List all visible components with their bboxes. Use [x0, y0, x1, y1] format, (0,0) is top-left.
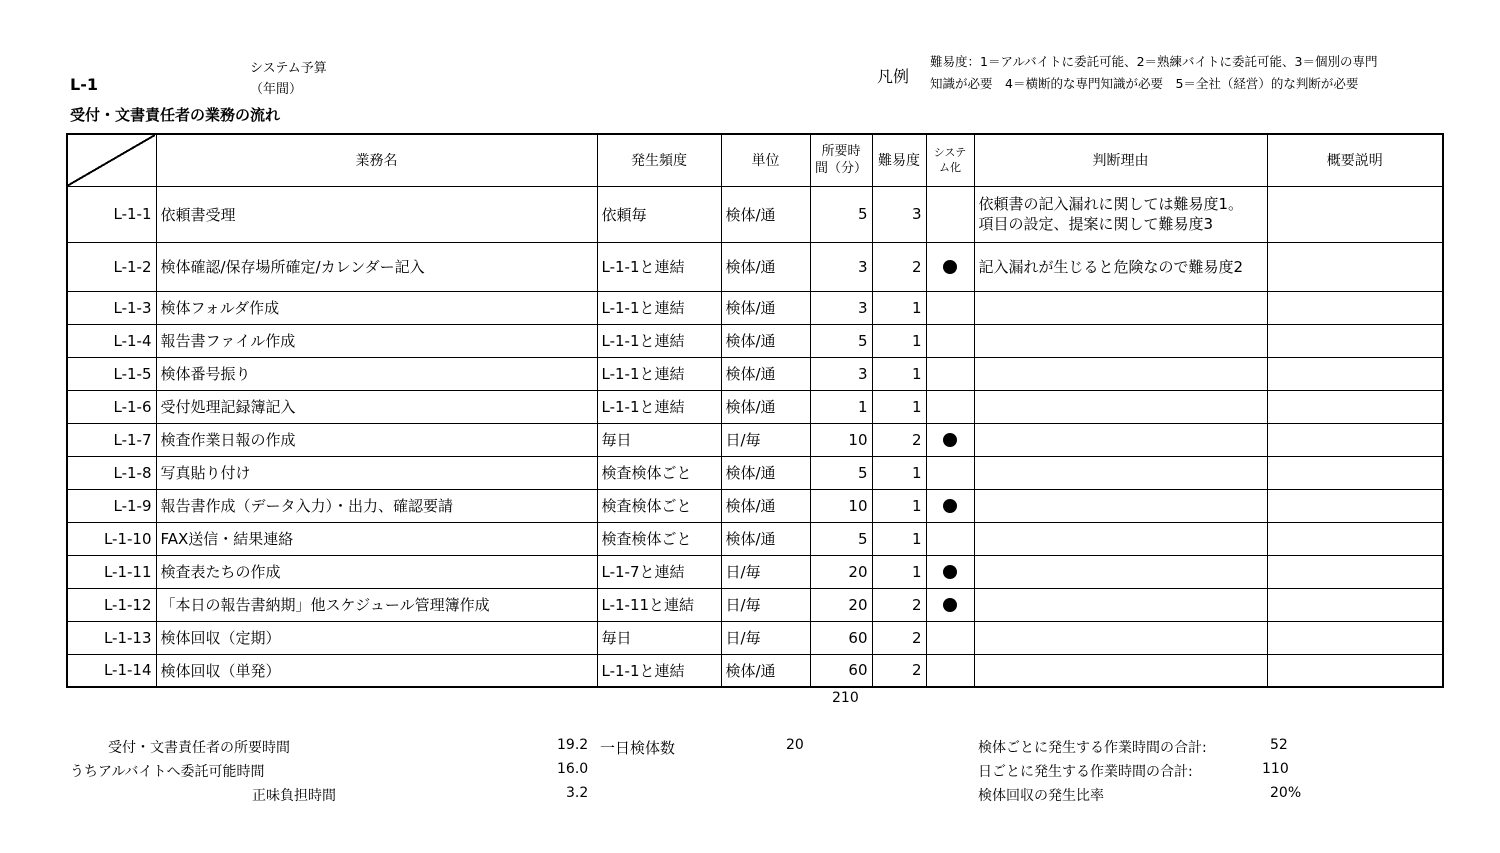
task-summary [1267, 390, 1443, 423]
task-difficulty: 1 [872, 456, 926, 489]
task-name: 報告書ファイル作成 [156, 324, 597, 357]
task-difficulty: 1 [872, 522, 926, 555]
task-reason [974, 423, 1267, 456]
task-frequency: 検査検体ごと [597, 456, 721, 489]
task-summary [1267, 621, 1443, 654]
task-difficulty: 1 [872, 357, 926, 390]
task-summary [1267, 242, 1443, 291]
system-dot-icon [943, 433, 957, 447]
task-summary [1267, 456, 1443, 489]
task-difficulty: 2 [872, 423, 926, 456]
task-time: 1 [810, 390, 872, 423]
reason-line-1: 依頼書の記入漏れに関しては難易度1。 [978, 195, 1244, 213]
header-summary: 概要説明 [1267, 134, 1443, 186]
system-dot-icon [943, 598, 957, 612]
task-summary [1267, 324, 1443, 357]
table-row [67, 390, 1443, 423]
table-row [67, 291, 1443, 324]
header-unit: 単位 [721, 134, 810, 186]
task-time: 10 [810, 489, 872, 522]
system-cell [926, 324, 974, 357]
per-sample-label: 検体ごとに発生する作業時間の合計: [978, 740, 1207, 756]
task-reason [974, 555, 1267, 588]
page-title: 受付・文書責任者の業務の流れ [70, 106, 281, 124]
header-system [926, 134, 974, 186]
task-difficulty: 2 [872, 654, 926, 687]
task-frequency: L-1-1と連結 [597, 654, 721, 687]
header-time [810, 134, 872, 186]
table-row [67, 555, 1443, 588]
system-dot-icon [943, 565, 957, 579]
task-unit: 検体/通 [721, 654, 810, 687]
task-difficulty: 2 [872, 242, 926, 291]
task-name: 写真貼り付け [156, 456, 597, 489]
task-time: 3 [810, 357, 872, 390]
task-difficulty: 1 [872, 555, 926, 588]
table-row [67, 242, 1443, 291]
task-unit: 日/毎 [721, 621, 810, 654]
task-difficulty: 1 [872, 489, 926, 522]
reason-line-2: 項目の設定、提案に関して難易度3 [978, 215, 1214, 233]
table-row [67, 522, 1443, 555]
task-frequency: 毎日 [597, 621, 721, 654]
header-time-line1: 所要時 [821, 144, 861, 160]
task-difficulty: 1 [872, 390, 926, 423]
per-day-label: 日ごとに発生する作業時間の合計: [978, 764, 1193, 780]
task-reason [974, 390, 1267, 423]
task-frequency: L-1-1と連結 [597, 324, 721, 357]
task-time: 10 [810, 423, 872, 456]
system-dot-icon [943, 499, 957, 513]
task-time: 5 [810, 186, 872, 242]
net-burden-label: 正味負担時間 [252, 788, 336, 804]
task-time: 3 [810, 291, 872, 324]
task-unit: 日/毎 [721, 555, 810, 588]
task-unit: 検体/通 [721, 489, 810, 522]
task-frequency: L-1-7と連結 [597, 555, 721, 588]
budget-period: （年間） [250, 82, 303, 97]
task-time: 60 [810, 621, 872, 654]
task-time: 3 [810, 242, 872, 291]
task-id: L-1-1 [67, 186, 156, 242]
required-time-value: 19.2 [557, 737, 589, 753]
task-time: 5 [810, 324, 872, 357]
delegable-value: 16.0 [557, 761, 589, 777]
legend-line-2: 知識が必要 4＝横断的な専門知識が必要 5＝全社（経営）的な判断が必要 [930, 76, 1359, 91]
task-unit: 検体/通 [721, 324, 810, 357]
task-summary [1267, 357, 1443, 390]
task-frequency: L-1-1と連結 [597, 291, 721, 324]
table-row [67, 186, 1443, 242]
system-cell [926, 291, 974, 324]
task-unit: 検体/通 [721, 456, 810, 489]
task-frequency: L-1-11と連結 [597, 588, 721, 621]
task-reason [974, 489, 1267, 522]
total-time: 210 [832, 690, 859, 706]
task-name: 検体回収（定期） [156, 621, 597, 654]
task-reason [974, 324, 1267, 357]
task-difficulty: 3 [872, 186, 926, 242]
task-time: 20 [810, 588, 872, 621]
legend-title: 凡例 [877, 67, 910, 86]
task-summary [1267, 522, 1443, 555]
per-sample-value: 52 [1270, 737, 1288, 753]
system-cell [926, 654, 974, 687]
task-name: 依頼書受理 [156, 186, 597, 242]
reason-line-1: 記入漏れが生じると危険なので難易度2 [978, 257, 1244, 276]
task-name: 検体確認/保存場所確定/カレンダー記入 [156, 242, 597, 291]
corner-diagonal-cell [67, 134, 156, 186]
system-cell [926, 357, 974, 390]
system-dot-icon [943, 260, 957, 274]
task-name: 検査表たちの作成 [156, 555, 597, 588]
task-unit: 日/毎 [721, 588, 810, 621]
workflow-table [66, 133, 1444, 688]
required-time-label: 受付・文書責任者の所要時間 [108, 740, 290, 756]
task-frequency: 毎日 [597, 423, 721, 456]
header-system-line1: システ [933, 146, 967, 160]
system-cell [926, 489, 974, 522]
task-id: L-1-4 [67, 324, 156, 357]
task-summary [1267, 489, 1443, 522]
daily-samples-value: 20 [786, 737, 804, 753]
collection-ratio-label: 検体回収の発生比率 [978, 788, 1104, 804]
task-unit: 日/毎 [721, 423, 810, 456]
system-cell [926, 242, 974, 291]
table-row [67, 423, 1443, 456]
header-reason: 判断理由 [974, 134, 1267, 186]
task-id: L-1-9 [67, 489, 156, 522]
sheet-code: L-1 [70, 75, 98, 94]
system-cell [926, 588, 974, 621]
task-difficulty: 1 [872, 291, 926, 324]
task-summary [1267, 555, 1443, 588]
task-frequency: 依頼毎 [597, 186, 721, 242]
task-time: 20 [810, 555, 872, 588]
task-unit: 検体/通 [721, 186, 810, 242]
task-summary [1267, 423, 1443, 456]
task-reason [974, 522, 1267, 555]
task-name: 検査作業日報の作成 [156, 423, 597, 456]
task-name: FAX送信・結果連絡 [156, 522, 597, 555]
task-unit: 検体/通 [721, 390, 810, 423]
task-id: L-1-5 [67, 357, 156, 390]
task-difficulty: 2 [872, 588, 926, 621]
header-frequency: 発生頻度 [597, 134, 721, 186]
task-reason [974, 621, 1267, 654]
task-id: L-1-13 [67, 621, 156, 654]
task-reason [974, 242, 1267, 291]
task-reason [974, 456, 1267, 489]
system-cell [926, 186, 974, 242]
budget-label: システム予算 [250, 61, 327, 76]
per-day-value: 110 [1262, 761, 1289, 777]
task-name: 受付処理記録簿記入 [156, 390, 597, 423]
task-id: L-1-11 [67, 555, 156, 588]
table-row [67, 489, 1443, 522]
header-difficulty: 難易度 [872, 134, 926, 186]
table-row [67, 588, 1443, 621]
task-time: 5 [810, 522, 872, 555]
task-id: L-1-10 [67, 522, 156, 555]
system-cell [926, 390, 974, 423]
task-difficulty: 2 [872, 621, 926, 654]
task-frequency: L-1-1と連結 [597, 242, 721, 291]
system-cell [926, 522, 974, 555]
table-row [67, 456, 1443, 489]
task-reason [974, 654, 1267, 687]
system-cell [926, 555, 974, 588]
task-frequency: 検査検体ごと [597, 489, 721, 522]
task-name: 検体フォルダ作成 [156, 291, 597, 324]
task-id: L-1-7 [67, 423, 156, 456]
system-cell [926, 423, 974, 456]
net-burden-value: 3.2 [566, 785, 589, 801]
task-name: 検体回収（単発） [156, 654, 597, 687]
table-row [67, 621, 1443, 654]
task-id: L-1-3 [67, 291, 156, 324]
task-id: L-1-8 [67, 456, 156, 489]
task-unit: 検体/通 [721, 522, 810, 555]
task-time: 60 [810, 654, 872, 687]
task-name: 報告書作成（データ入力）・出力、確認要請 [156, 489, 597, 522]
system-cell [926, 621, 974, 654]
header-task: 業務名 [156, 134, 597, 186]
task-reason [974, 186, 1267, 242]
task-reason [974, 588, 1267, 621]
table-row [67, 654, 1443, 687]
task-id: L-1-2 [67, 242, 156, 291]
task-reason [974, 291, 1267, 324]
task-summary [1267, 186, 1443, 242]
task-reason [974, 357, 1267, 390]
task-summary [1267, 291, 1443, 324]
task-unit: 検体/通 [721, 291, 810, 324]
delegable-label: うちアルバイトへ委託可能時間 [70, 764, 265, 780]
task-time: 5 [810, 456, 872, 489]
table-row [67, 357, 1443, 390]
task-unit: 検体/通 [721, 357, 810, 390]
legend-line-1: 難易度：1＝アルバイトに委託可能、2＝熟練バイトに委託可能、3＝個別の専門 [930, 54, 1378, 69]
task-unit: 検体/通 [721, 242, 810, 291]
task-summary [1267, 654, 1443, 687]
collection-ratio-value: 20% [1270, 785, 1302, 801]
system-cell [926, 456, 974, 489]
task-id: L-1-12 [67, 588, 156, 621]
task-difficulty: 1 [872, 324, 926, 357]
daily-samples-label: 一日検体数 [600, 739, 676, 757]
header-system-line2: ム化 [939, 161, 961, 175]
table-row [67, 324, 1443, 357]
task-name: 検体番号振り [156, 357, 597, 390]
task-frequency: L-1-1と連結 [597, 390, 721, 423]
task-name: 「本日の報告書納期」他スケジュール管理簿作成 [156, 588, 597, 621]
task-id: L-1-6 [67, 390, 156, 423]
header-time-line2: 間（分） [814, 161, 867, 177]
task-id: L-1-14 [67, 654, 156, 687]
task-frequency: L-1-1と連結 [597, 357, 721, 390]
task-frequency: 検査検体ごと [597, 522, 721, 555]
task-summary [1267, 588, 1443, 621]
